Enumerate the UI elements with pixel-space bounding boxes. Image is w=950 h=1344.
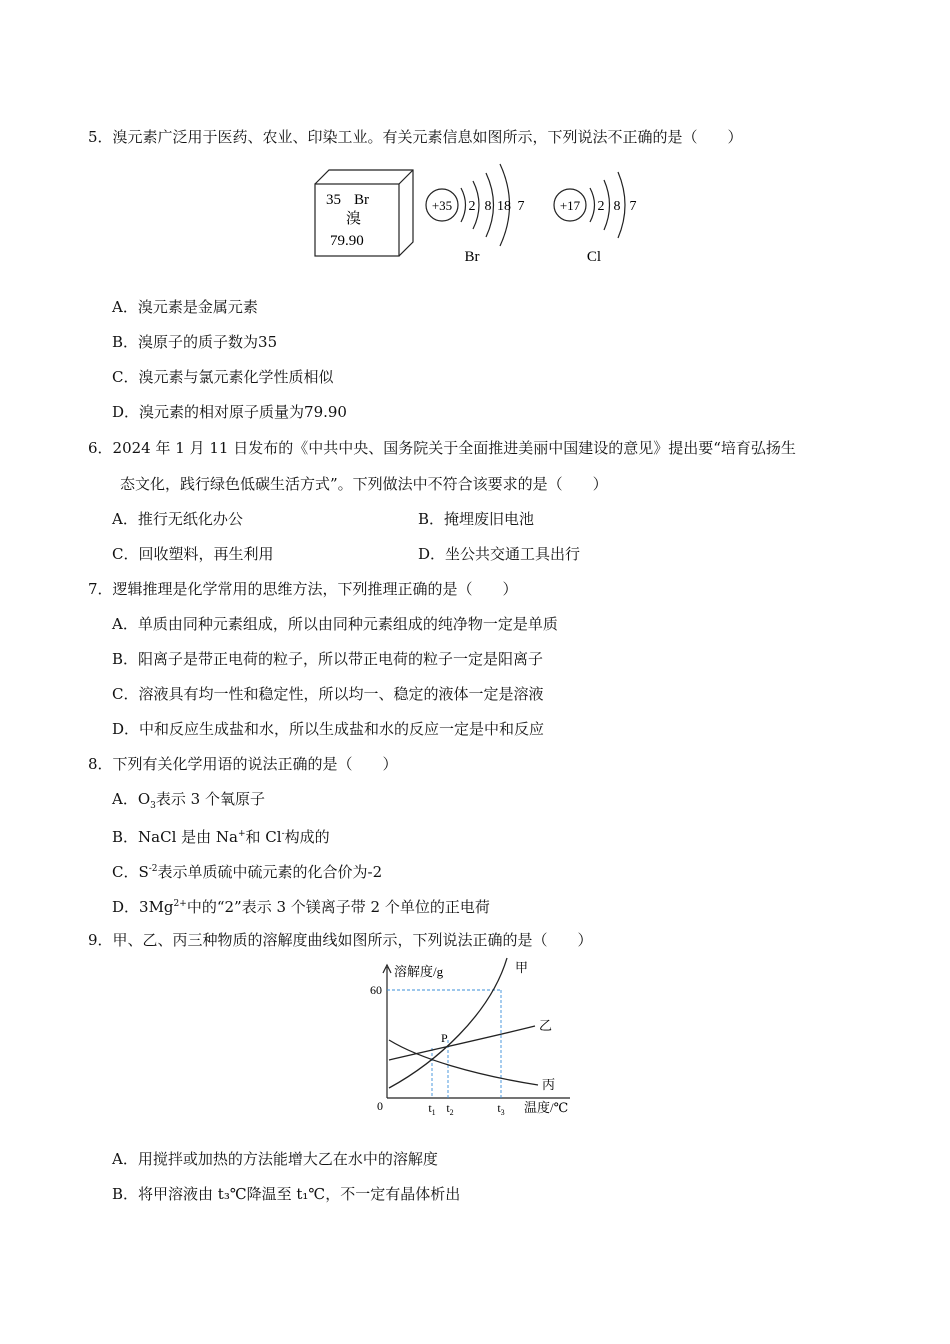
q8-stem: 8．下列有关化学用语的说法正确的是（ ）: [88, 755, 398, 773]
q9-option-a: A．用搅拌或加热的方法能增大乙在水中的溶解度: [112, 1150, 438, 1168]
q7-option-b: B．阳离子是带正电荷的粒子，所以带正电荷的粒子一定是阳离子: [112, 650, 544, 668]
q5-option-c: C．溴元素与氯元素化学性质相似: [112, 368, 334, 386]
q6-stem-line1: 6．2024 年 1 月 11 日发布的《中共中央、国务院关于全面推进美丽中国建设的意见》提出要“培育弘扬生: [88, 439, 796, 457]
element-symbol: Br: [354, 192, 369, 208]
q5-option-a: A．溴元素是金属元素: [112, 298, 258, 316]
q7-option-a: A．单质由同种元素组成，所以由同种元素组成的纯净物一定是单质: [112, 615, 558, 633]
curve-bing: [389, 1040, 538, 1085]
element-name: 溴: [346, 211, 362, 227]
q6-option-c: C．回收塑料，再生利用: [112, 545, 274, 563]
series-label-jia: 甲: [515, 960, 529, 975]
q9-option-b: B．将甲溶液由 t₃℃降温至 t₁℃，不一定有晶体析出: [112, 1185, 461, 1203]
q8-option-c: C．$S^{-2}$表示单质硫中硫元素的化合价为-2: [112, 863, 383, 881]
br-atom-structure: [426, 164, 525, 265]
q5-stem: 5．溴元素广泛用于医药、农业、印染工业。有关元素信息如图所示，下列说法不正确的是（ ）: [88, 128, 743, 146]
q5-option-b: B．溴原子的质子数为35: [112, 333, 278, 351]
y-axis-label: 溶解度/g: [394, 964, 444, 979]
q8-option-a: A．$O_3$表示 3 个氧原子: [112, 790, 265, 811]
cl-shell: 8: [613, 199, 621, 214]
cl-atom-structure: [554, 172, 637, 265]
q9-stem: 9．甲、乙、丙三种物质的溶解度曲线如图所示，下列说法正确的是（ ）: [88, 931, 593, 949]
cl-shell: 7: [629, 199, 637, 214]
q6-stem-line2: 态文化，践行绿色低碳生活方式”。下列做法中不符合该要求的是（ ）: [120, 475, 608, 493]
br-shell: 18: [497, 199, 511, 214]
point-p-label: P: [441, 1031, 448, 1045]
q6-option-b: B．掩埋废旧电池: [418, 510, 535, 528]
q6-option-a: A．推行无纸化办公: [112, 510, 243, 528]
solubility-chart: [355, 955, 595, 1125]
q8-option-d: D．$3Mg^{2+}$中的“2”表示 3 个镁离子带 2 个单位的正电荷: [112, 898, 490, 916]
br-nucleus: +35: [431, 198, 453, 213]
x-tick-t1: $t_1$: [428, 1101, 436, 1117]
origin-label: 0: [377, 1099, 383, 1113]
br-shell: 2: [468, 199, 476, 214]
br-shell: 8: [484, 199, 492, 214]
y-tick-60: 60: [370, 983, 382, 997]
q7-stem: 7．逻辑推理是化学常用的思维方法，下列推理正确的是（ ）: [88, 580, 518, 598]
atomic-number: 35: [326, 192, 341, 208]
cl-nucleus: +17: [559, 198, 581, 213]
x-tick-t2: $t_2$: [446, 1101, 454, 1117]
q8-option-b: B．NaCl 是由 Na+和 Cl-构成的: [112, 828, 330, 846]
cl-label: Cl: [586, 249, 602, 265]
x-axis-label: 温度/℃: [524, 1100, 569, 1115]
atomic-mass: 79.90: [330, 233, 364, 249]
br-label: Br: [464, 249, 480, 265]
cl-shell: 2: [597, 199, 605, 214]
q5-option-d: D．溴元素的相对原子质量为79.90: [112, 403, 347, 421]
series-label-yi: 乙: [539, 1018, 553, 1033]
series-label-bing: 丙: [542, 1077, 556, 1092]
q6-option-d: D．坐公共交通工具出行: [418, 545, 581, 563]
q5-figure: [310, 158, 650, 266]
q7-option-c: C．溶液具有均一性和稳定性，所以均一、稳定的液体一定是溶液: [112, 685, 544, 703]
q7-option-d: D．中和反应生成盐和水，所以生成盐和水的反应一定是中和反应: [112, 720, 545, 738]
x-tick-t3: $t_3$: [497, 1101, 505, 1117]
br-shell: 7: [517, 199, 525, 214]
